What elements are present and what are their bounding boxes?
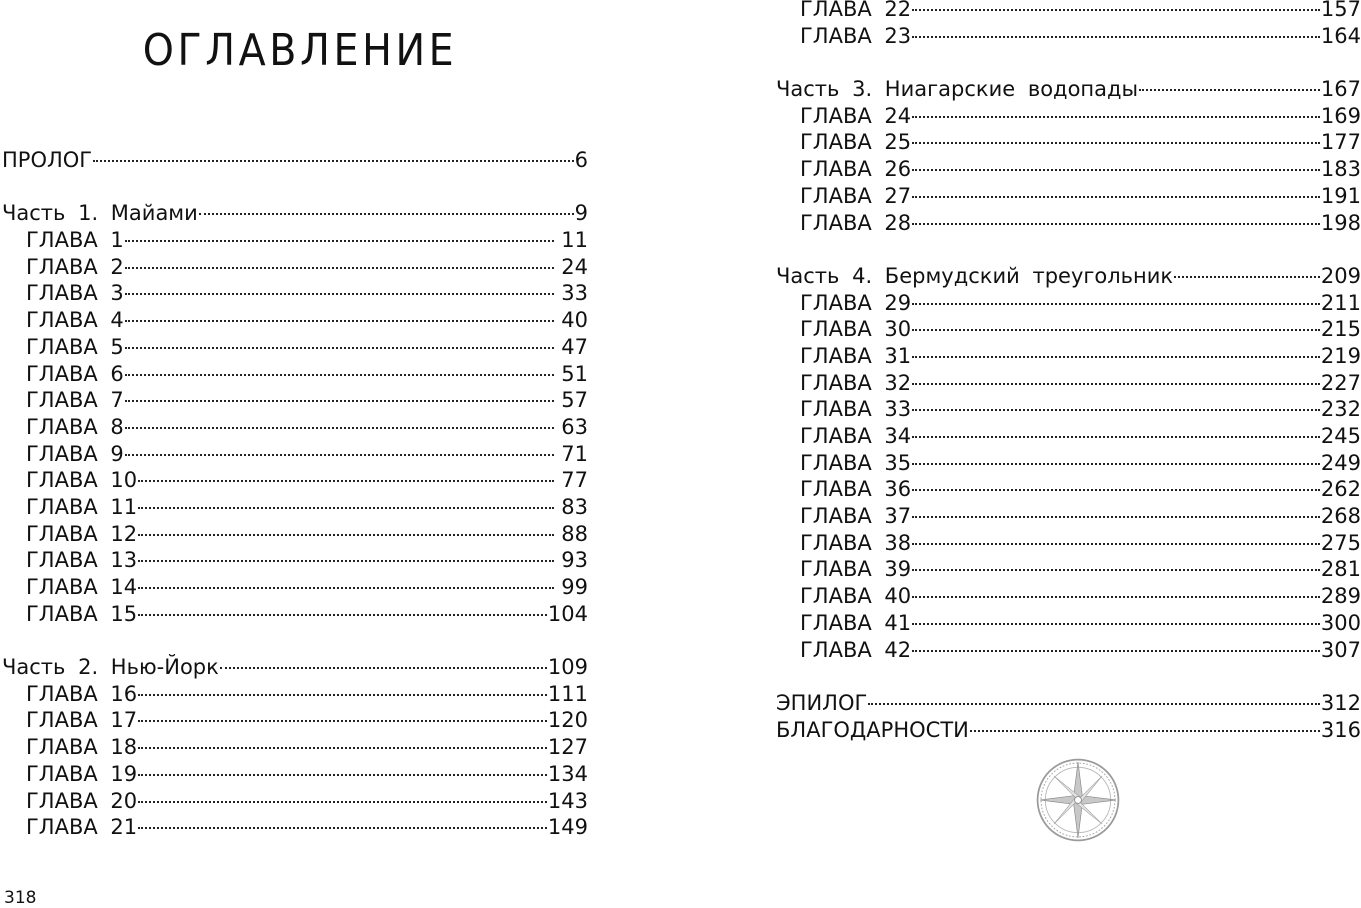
entry-page-number: 47 [554,334,588,359]
entry-label: ГЛАВА 23 [800,23,912,48]
entry-page-number: 249 [1320,450,1361,475]
entry-label: ГЛАВА 3 [26,281,124,306]
entry-label: ГЛАВА 2 [26,254,124,279]
dot-leader [912,489,1320,491]
entry-label: ГЛАВА 27 [800,183,912,208]
dot-leader [138,614,547,616]
toc-left-column [2,147,588,841]
entry-page-number: 191 [1320,183,1361,208]
entry-label: ГЛАВА 34 [800,424,912,448]
toc-part-entry[interactable] [776,717,1361,744]
entry-label: ГЛАВА 6 [26,361,124,386]
entry-page-number: 268 [1320,504,1361,529]
entry-label: ГЛАВА 32 [800,370,912,395]
entry-label: ГЛАВА 37 [800,504,912,529]
toc-chapter-entry[interactable] [776,210,1361,237]
toc-chapter-entry[interactable] [2,547,588,574]
toc-chapter-entry[interactable] [776,183,1361,210]
toc-part-entry[interactable] [2,654,588,681]
dot-leader [93,160,574,162]
entry-page-number: 312 [1320,690,1361,715]
dot-leader [912,409,1320,411]
entry-label: ГЛАВА 17 [26,708,138,733]
toc-chapter-entry[interactable] [776,450,1361,477]
dot-leader [912,303,1320,305]
dot-leader [912,569,1320,571]
entry-page-number: 63 [554,414,588,439]
entry-label: ГЛАВА 22 [800,0,912,21]
toc-chapter-entry[interactable] [776,343,1361,370]
dot-leader [912,36,1320,38]
dot-leader [912,596,1320,598]
entry-label: ГЛАВА 8 [26,414,124,439]
dot-leader [125,374,554,376]
toc-chapter-entry[interactable] [776,316,1361,343]
entry-page-number: 215 [1320,317,1361,342]
entry-label: Часть 2. Нью-Йорк [2,655,219,680]
dot-leader [912,169,1320,171]
entry-page-number: 24 [554,254,588,279]
entry-page-number: 127 [547,735,588,760]
toc-part-entry[interactable] [776,263,1361,290]
toc-chapter-entry[interactable] [2,387,588,414]
toc-part-entry[interactable] [776,76,1361,103]
dot-leader [970,730,1320,732]
entry-label: Часть 1. Майами [2,201,198,226]
entry-label: ГЛАВА 28 [800,210,912,235]
dot-leader [138,694,547,696]
dot-leader [912,543,1320,545]
entry-label: ГЛАВА 29 [800,290,912,315]
entry-label: ГЛАВА 9 [26,441,124,466]
dot-leader [912,329,1320,331]
entry-label: ГЛАВА 21 [26,815,138,840]
toc-chapter-entry[interactable] [776,556,1361,583]
dot-leader [125,347,554,349]
entry-page-number: 281 [1320,557,1361,582]
dot-leader [138,507,553,509]
dot-leader [868,703,1320,705]
entry-page-number: 57 [554,388,588,413]
toc-chapter-entry[interactable] [2,681,588,708]
entry-page-number: 149 [547,815,588,840]
entry-label: ГЛАВА 33 [800,397,912,422]
entry-page-number: 99 [554,575,588,599]
entry-label: ГЛАВА 7 [26,388,124,413]
entry-page-number: 211 [1320,290,1361,315]
entry-page-number: 209 [1320,263,1361,288]
toc-chapter-entry[interactable] [776,156,1361,183]
toc-chapter-entry[interactable] [776,23,1361,50]
entry-label: ГЛАВА 19 [26,761,138,786]
entry-page-number: 307 [1320,637,1361,662]
entry-label: ГЛАВА 41 [800,610,912,635]
entry-label: ГЛАВА 30 [800,317,912,342]
entry-label: Часть 4. Бермудский треугольник [776,263,1174,288]
toc-chapter-entry[interactable] [2,254,588,281]
entry-label: ГЛАВА 36 [800,477,912,502]
toc-chapter-entry[interactable] [2,521,588,548]
entry-label: ГЛАВА 11 [26,494,138,519]
dot-leader [138,774,547,776]
page-title: ОГЛАВЛЕНИЕ [142,25,458,77]
toc-chapter-entry[interactable] [2,227,588,254]
entry-label: ПРОЛОГ [2,148,93,172]
entry-page-number: 183 [1320,157,1361,182]
entry-label: ГЛАВА 25 [800,130,912,155]
toc-chapter-entry[interactable] [2,280,588,307]
dot-leader [125,400,554,402]
dot-leader [912,9,1320,11]
entry-label: ГЛАВА 38 [800,530,912,555]
entry-label: ГЛАВА 10 [26,468,138,493]
entry-page-number: 169 [1320,103,1361,128]
spacer [776,663,1361,690]
entry-page-number: 275 [1320,530,1361,555]
entry-page-number: 83 [554,494,588,519]
toc-right-column [776,0,1361,743]
toc-chapter-entry[interactable] [2,601,588,628]
toc-part-entry[interactable] [776,690,1361,717]
toc-chapter-entry[interactable] [776,396,1361,423]
entry-label: ГЛАВА 12 [26,521,138,546]
entry-page-number: 9 [574,201,588,226]
entry-label: ГЛАВА 42 [800,637,912,662]
entry-page-number: 51 [554,361,588,386]
dot-leader [912,142,1320,144]
toc-chapter-entry[interactable] [2,307,588,334]
dot-leader [912,223,1320,225]
entry-page-number: 157 [1320,0,1361,21]
entry-label: ГЛАВА 26 [800,157,912,182]
entry-page-number: 109 [547,655,588,680]
entry-page-number: 289 [1320,584,1361,609]
toc-chapter-entry[interactable] [2,734,588,761]
entry-label: ЭПИЛОГ [776,690,868,715]
toc-chapter-entry[interactable] [776,423,1361,450]
dot-leader [912,650,1320,652]
dot-leader [125,293,554,295]
entry-label: ГЛАВА 39 [800,557,912,582]
toc-chapter-entry[interactable] [2,494,588,521]
entry-label: ГЛАВА 18 [26,735,138,760]
entry-label: БЛАГОДАРНОСТИ [776,717,969,742]
entry-page-number: 300 [1320,610,1361,635]
entry-page-number: 177 [1320,130,1361,155]
dot-leader [138,534,553,536]
entry-page-number: 316 [1320,717,1361,742]
entry-page-number: 134 [547,761,588,786]
entry-label: Часть 3. Ниагарские водопады [776,77,1139,102]
entry-page-number: 77 [554,468,588,493]
dot-leader [912,436,1320,438]
dot-leader [912,116,1320,118]
entry-page-number: 104 [547,601,588,626]
entry-page-number: 33 [554,281,588,306]
dot-leader [912,623,1320,625]
toc-chapter-entry[interactable] [2,788,588,815]
dot-leader [125,320,554,322]
entry-page-number: 198 [1320,210,1361,235]
dot-leader [125,454,554,456]
entry-page-number: 164 [1320,23,1361,48]
dot-leader [1174,276,1320,278]
entry-page-number: 40 [554,308,588,333]
entry-label: ГЛАВА 16 [26,681,138,706]
dot-leader [912,463,1320,465]
dot-leader [912,516,1320,518]
entry-label: ГЛАВА 20 [26,788,138,813]
entry-page-number: 71 [554,441,588,466]
entry-page-number: 227 [1320,370,1361,395]
entry-label: ГЛАВА 35 [800,450,912,475]
entry-page-number: 232 [1320,397,1361,422]
spacer [776,49,1361,76]
entry-page-number: 88 [554,521,588,546]
toc-chapter-entry[interactable] [776,476,1361,503]
toc-chapter-entry[interactable] [2,814,588,841]
dot-leader [199,213,574,215]
entry-label: ГЛАВА 5 [26,334,124,359]
toc-chapter-entry[interactable] [776,530,1361,557]
dot-leader [912,356,1320,358]
toc-chapter-entry[interactable] [2,467,588,494]
entry-page-number: 6 [574,148,588,172]
toc-chapter-entry[interactable] [2,414,588,441]
toc-chapter-entry[interactable] [776,290,1361,317]
toc-chapter-entry[interactable] [2,361,588,388]
entry-page-number: 245 [1320,424,1361,448]
toc-chapter-entry[interactable] [2,334,588,361]
entry-page-number: 111 [547,681,588,706]
dot-leader [138,480,553,482]
toc-chapter-entry[interactable] [776,503,1361,530]
compass-rose-icon [1035,757,1121,843]
entry-label: ГЛАВА 1 [26,228,124,253]
toc-chapter-entry[interactable] [776,610,1361,637]
dot-leader [125,267,554,269]
toc-chapter-entry[interactable] [776,103,1361,130]
spacer [2,174,588,201]
dot-leader [220,667,547,669]
toc-chapter-entry[interactable] [776,0,1361,23]
entry-label: ГЛАВА 13 [26,548,138,573]
dot-leader [138,747,547,749]
entry-page-number: 143 [547,788,588,813]
toc-chapter-entry[interactable] [776,583,1361,610]
toc-chapter-entry[interactable] [2,707,588,734]
entry-label: ГЛАВА 4 [26,308,124,333]
page-number: 318 [4,888,37,908]
dot-leader [1139,89,1320,91]
spacer [2,627,588,654]
toc-chapter-entry[interactable] [2,441,588,468]
dot-leader [138,801,547,803]
dot-leader [138,827,547,829]
entry-page-number: 219 [1320,343,1361,368]
toc-part-entry[interactable] [2,147,588,174]
spacer [776,236,1361,263]
entry-page-number: 11 [554,228,588,253]
toc-chapter-entry[interactable] [2,574,588,601]
dot-leader [912,196,1320,198]
entry-page-number: 262 [1320,477,1361,502]
entry-label: ГЛАВА 40 [800,584,912,609]
entry-label: ГЛАВА 31 [800,343,912,368]
entry-page-number: 120 [547,708,588,733]
dot-leader [912,383,1320,385]
dot-leader [125,240,554,242]
dot-leader [138,720,547,722]
toc-chapter-entry[interactable] [776,129,1361,156]
toc-part-entry[interactable] [2,200,588,227]
entry-label: ГЛАВА 24 [800,103,912,128]
toc-chapter-entry[interactable] [776,637,1361,664]
entry-page-number: 167 [1320,77,1361,102]
entry-page-number: 93 [554,548,588,573]
dot-leader [138,560,553,562]
toc-chapter-entry[interactable] [2,761,588,788]
dot-leader [138,587,553,589]
dot-leader [125,427,554,429]
entry-label: ГЛАВА 15 [26,601,138,626]
entry-label: ГЛАВА 14 [26,575,138,599]
toc-chapter-entry[interactable] [776,370,1361,397]
